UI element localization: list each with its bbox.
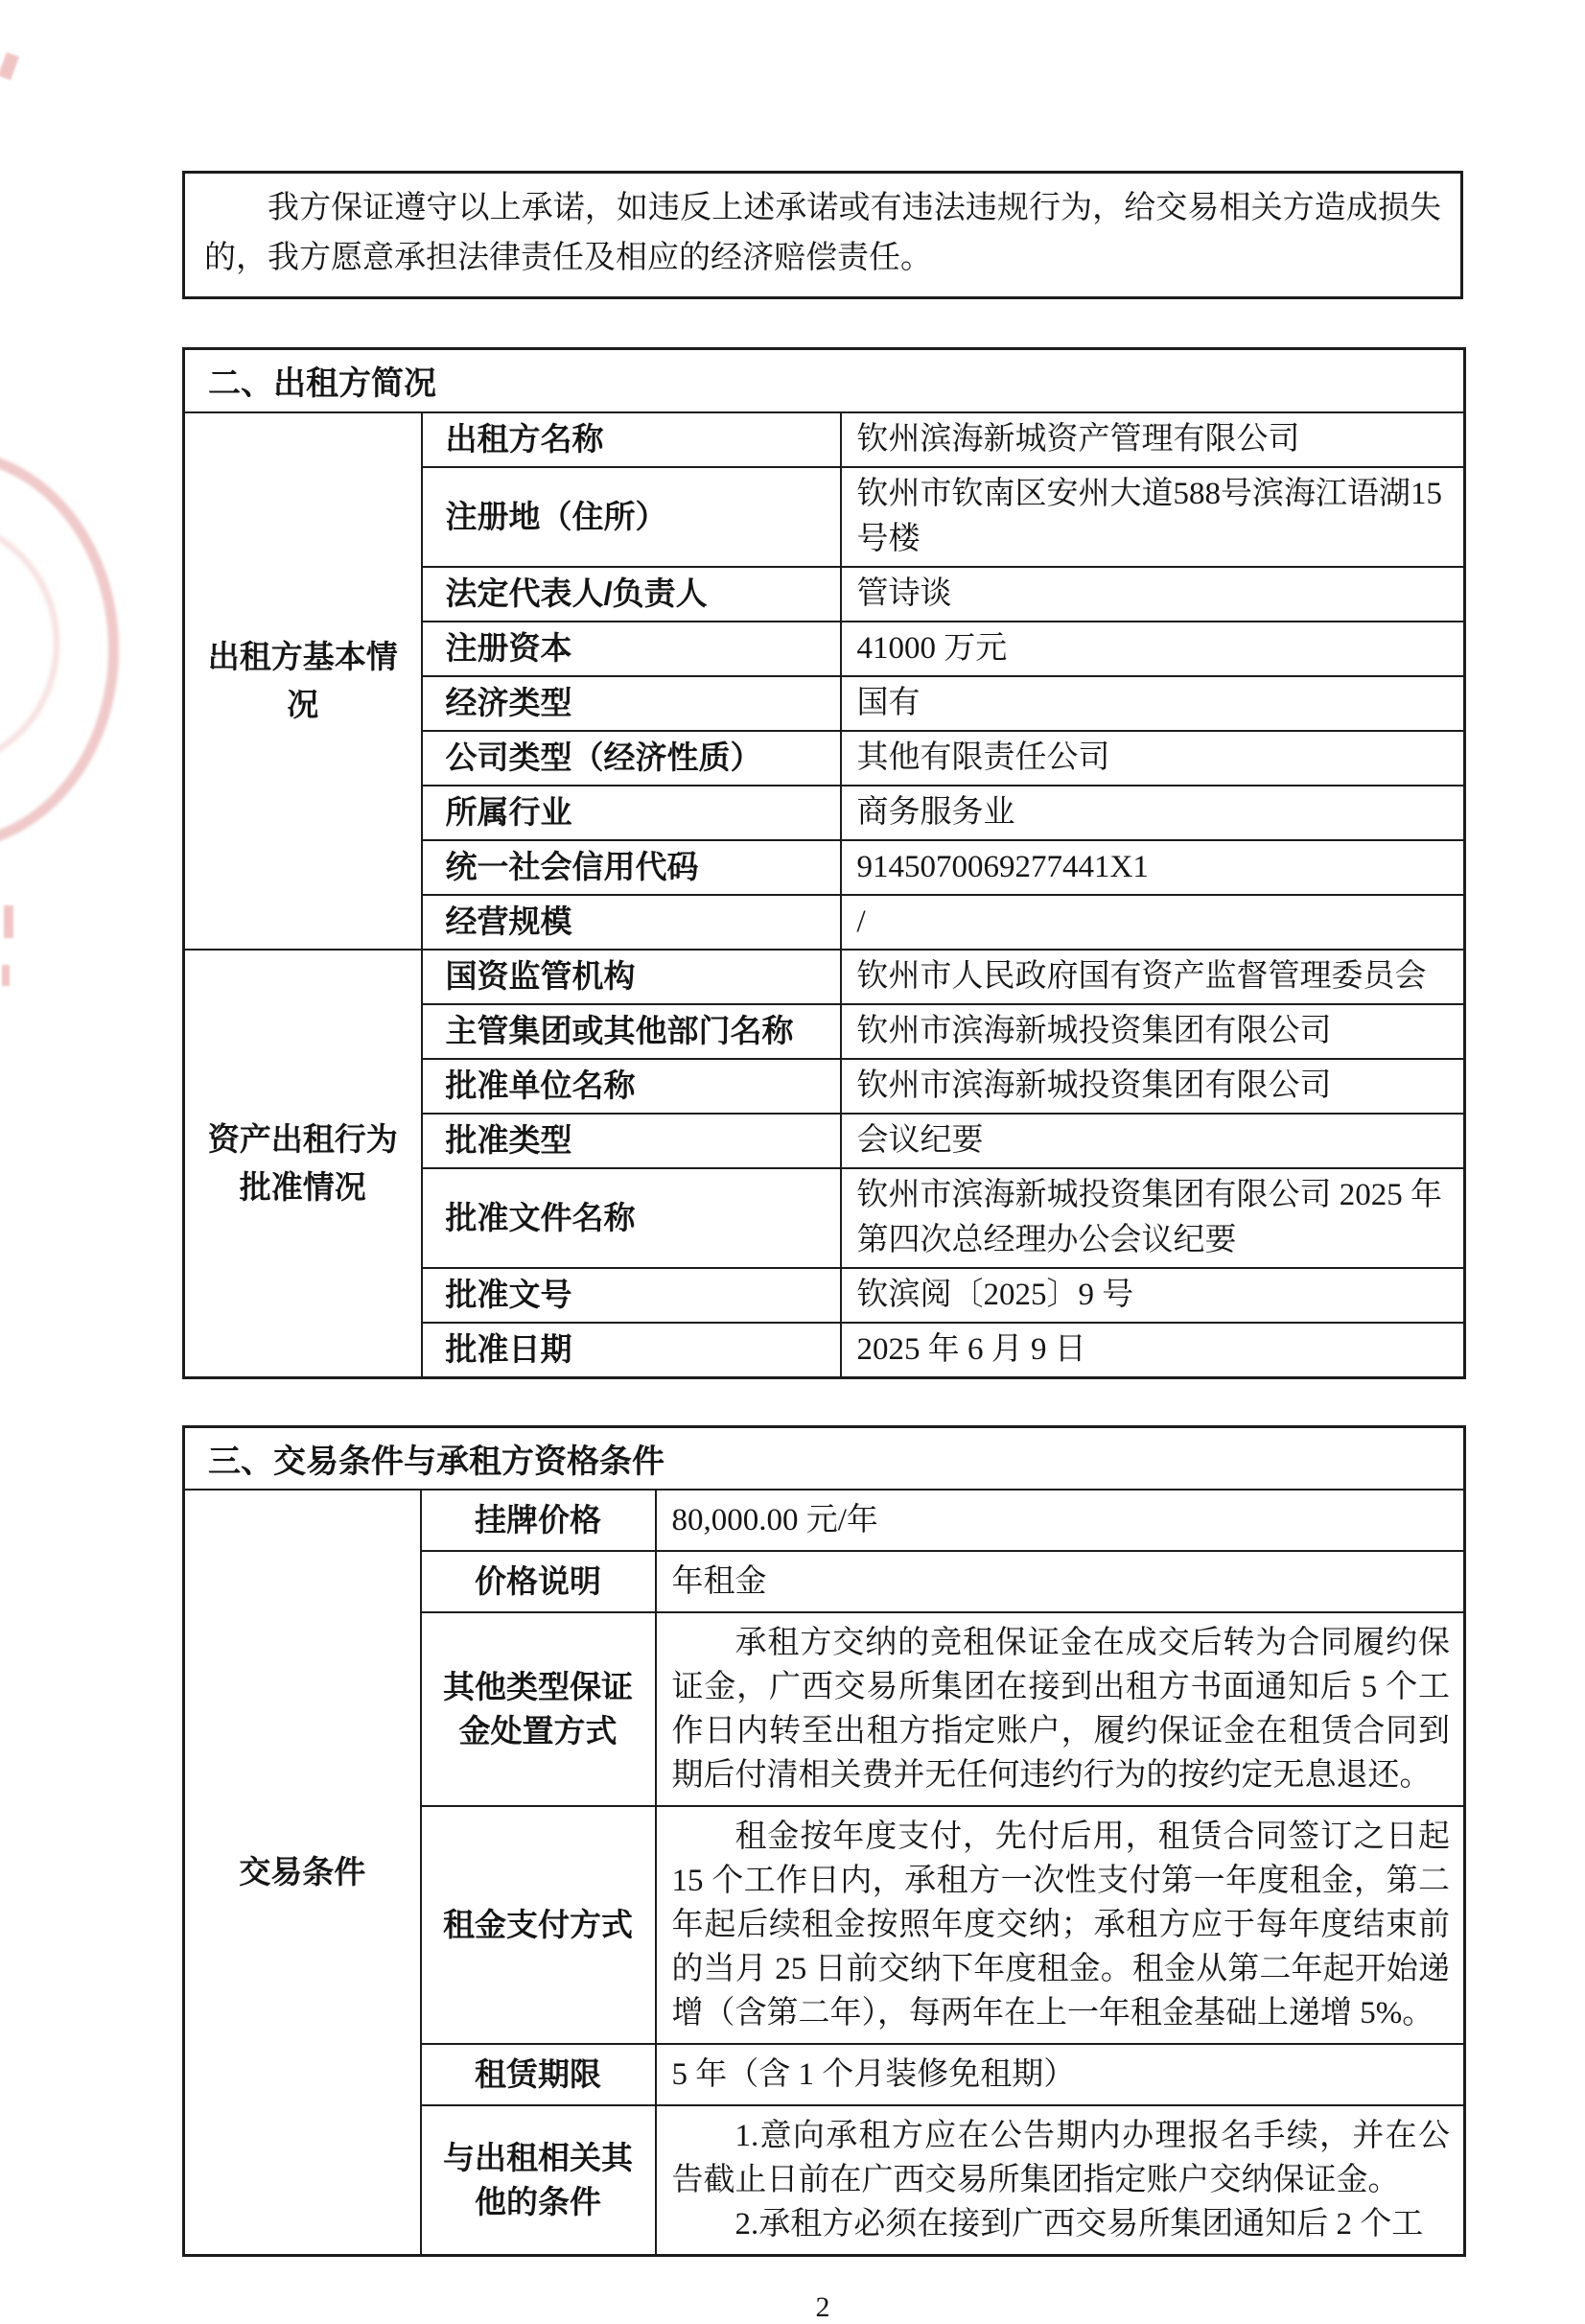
row-value [656, 1612, 1465, 1806]
row-label: 注册地（住所） [422, 467, 841, 567]
section3-header-row [184, 1426, 1465, 1490]
row-value: 年租金 [656, 1551, 1465, 1612]
rent-payment-text: 租金按年度支付，先付后用，租赁合同签订之日起 15 个工作日内，承租方一次性支付第一年度租金，第二年起后续租金按照年度交纳；承租方应于每年度结束前的当月 25 日前交纳下年度租金。租金从第二年起开始递增（含第二年），每两年在上一年租金基础上递增 5%。 [671, 1819, 1450, 2031]
row-value: 钦滨阅〔2025〕9 号 [841, 1268, 1465, 1323]
table-row [184, 1490, 1465, 1551]
other-condition-item-2: 2.承租方必须在接到广西交易所集团通知后 2 个工 [734, 2207, 1424, 2242]
row-value: 41000 万元 [841, 622, 1465, 676]
row-value [656, 1806, 1465, 2044]
row-label: 租金支付方式 [421, 1806, 656, 2044]
row-value: 80,000.00 元/年 [656, 1490, 1465, 1551]
row-label: 批准类型 [422, 1114, 841, 1168]
document-content [182, 171, 1463, 2324]
row-label: 其他类型保证金处置方式 [421, 1612, 656, 1806]
red-ink-speck [0, 52, 19, 80]
red-ink-speck [2, 965, 10, 986]
row-label: 经济类型 [422, 676, 841, 731]
section2-title: 二、出租方简况 [184, 349, 1465, 412]
row-label: 主管集团或其他部门名称 [422, 1004, 841, 1059]
commitment-notice-text: 我方保证遵守以上承诺，如违反上述承诺或有违法违规行为，给交易相关方造成损失的，我方愿意承担法律责任及相应的经济赔偿责任。 [204, 191, 1441, 275]
row-label: 所属行业 [422, 786, 841, 840]
row-value: 5 年（含 1 个月装修免租期） [656, 2044, 1465, 2105]
row-value: 钦州市滨海新城投资集团有限公司 [841, 1004, 1465, 1059]
row-value: 钦州市人民政府国有资产监督管理委员会 [841, 950, 1465, 1004]
row-value: 钦州滨海新城资产管理有限公司 [841, 412, 1465, 467]
row-value: 国有 [841, 676, 1465, 731]
commitment-notice-box [182, 171, 1463, 299]
page-number: 2 [815, 2291, 830, 2323]
row-label: 租赁期限 [421, 2044, 656, 2105]
row-label: 经营规模 [422, 895, 841, 950]
row-value: / [841, 895, 1465, 950]
section2-header-row [184, 349, 1465, 412]
row-label: 价格说明 [421, 1551, 656, 1612]
row-value: 商务服务业 [841, 786, 1465, 840]
row-label: 国资监管机构 [422, 950, 841, 1004]
row-label: 统一社会信用代码 [422, 840, 841, 895]
row-label: 批准日期 [422, 1323, 841, 1378]
row-label: 批准单位名称 [422, 1059, 841, 1114]
row-label: 与出租相关其他的条件 [421, 2105, 656, 2256]
section3-title: 三、交易条件与承租方资格条件 [184, 1426, 1465, 1490]
row-value: 9145070069277441X1 [841, 840, 1465, 895]
other-condition-item-1: 1.意向承租方应在公告期内办理报名手续，并在公告截止日前在广西交易所集团指定账户交纳保证金。 [671, 2119, 1450, 2197]
row-label: 挂牌价格 [421, 1490, 656, 1551]
row-label: 法定代表人/负责人 [422, 567, 841, 622]
row-value: 2025 年 6 月 9 日 [841, 1323, 1465, 1378]
table-row [184, 412, 1465, 467]
row-value: 钦州市滨海新城投资集团有限公司 [841, 1059, 1465, 1114]
row-label: 注册资本 [422, 622, 841, 676]
transaction-conditions-table [182, 1425, 1466, 2258]
row-value: 管诗谈 [841, 567, 1465, 622]
row-value: 会议纪要 [841, 1114, 1465, 1168]
row-value: 钦州市钦南区安州大道588号滨海江语湖15号楼 [841, 467, 1465, 567]
row-label: 公司类型（经济性质） [422, 731, 841, 786]
row-value: 其他有限责任公司 [841, 731, 1465, 786]
group-label-trade-conditions: 交易条件 [184, 1490, 421, 2256]
deposit-disposal-text: 承租方交纳的竞租保证金在成交后转为合同履约保证金，广西交易所集团在接到出租方书面通知后 5 个工作日内转至出租方指定账户，履约保证金在租赁合同到期后付清相关费并无任何违约行为的按约定无息退还。 [671, 1626, 1450, 1793]
row-value [656, 2105, 1465, 2256]
lessor-profile-table [182, 347, 1466, 1379]
table-row [184, 950, 1465, 1004]
group-label-basic-info: 出租方基本情况 [184, 412, 422, 950]
row-label: 批准文件名称 [422, 1168, 841, 1268]
red-ink-speck [4, 905, 13, 938]
row-label: 批准文号 [422, 1268, 841, 1323]
row-value: 钦州市滨海新城投资集团有限公司 2025 年第四次总经理办公会议纪要 [841, 1168, 1465, 1268]
row-label: 出租方名称 [422, 412, 841, 467]
group-label-approval-info: 资产出租行为批准情况 [184, 950, 422, 1378]
